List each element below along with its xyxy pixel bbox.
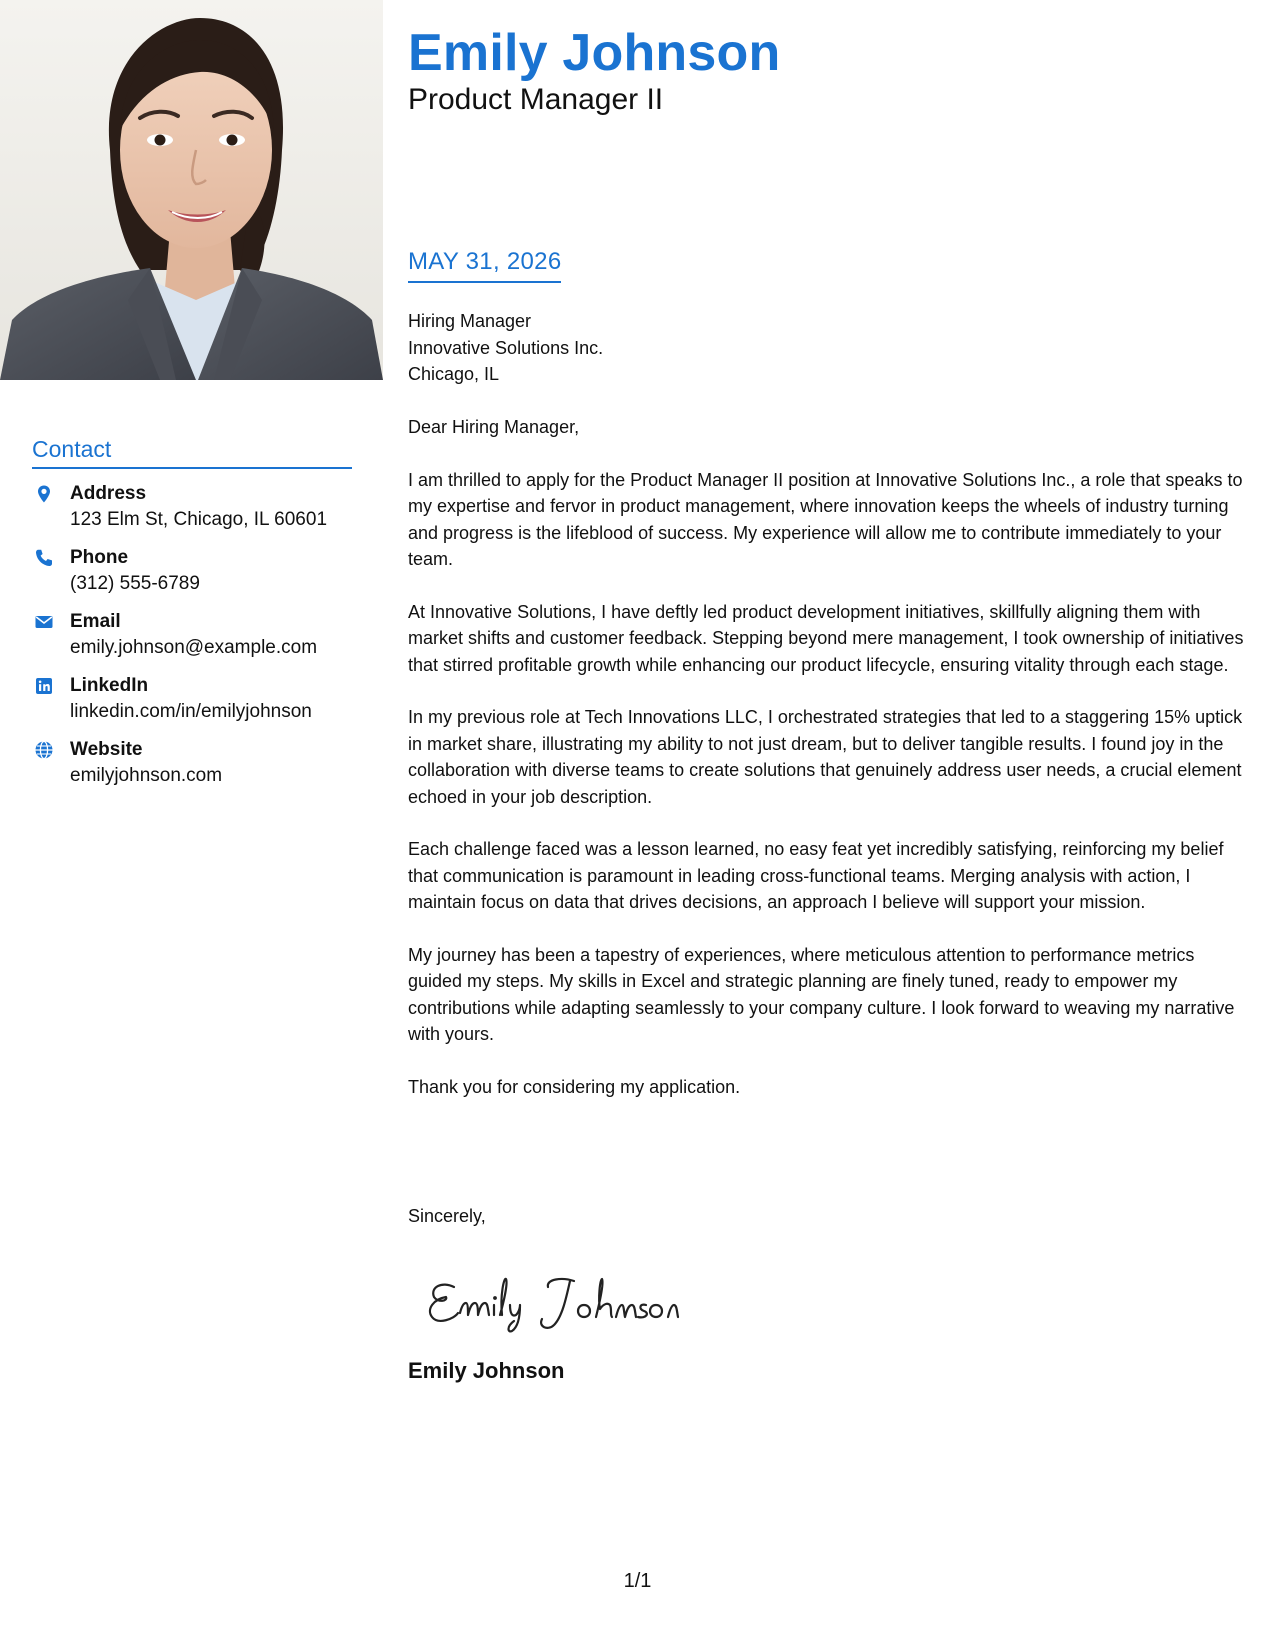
handwritten-signature	[424, 1265, 684, 1335]
letter-body	[408, 414, 1246, 1127]
location-pin-icon	[34, 484, 54, 504]
applicant-job-title: Product Manager II	[408, 83, 664, 116]
salutation: Dear Hiring Manager,	[408, 417, 580, 437]
applicant-name: Emily Johnson	[408, 24, 781, 82]
email-value: emily.johnson@example.com	[70, 637, 318, 658]
body-paragraph: I am thrilled to apply for the Product Manager II position at Innovative Solutions Inc., a role that speaks to my expertise and fervor in product management, where innovation keeps the wheels of industry turning and progress is the lifeblood of success. My experience will allow me to contribute immediately to your team.	[408, 469, 1243, 570]
recipient-block	[408, 308, 603, 388]
profile-photo	[0, 0, 383, 380]
contact-website	[32, 737, 352, 788]
contact-label: Website	[70, 739, 143, 760]
body-paragraph: In my previous role at Tech Innovations LLC, I orchestrated strategies that led to a staggering 15% uptick in market share, illustrating my ability to not just dream, but to deliver tangible results. I found joy in the collaboration with diverse teams to create solutions that genuinely address user needs, a crucial element echoed in your job description.	[408, 707, 1243, 807]
email-icon	[34, 612, 54, 632]
signed-name: Emily Johnson	[408, 1358, 565, 1383]
contact-label: Phone	[70, 547, 129, 568]
contact-heading: Contact	[32, 436, 352, 469]
contact-label: LinkedIn	[70, 675, 149, 696]
contact-linkedin	[32, 673, 352, 724]
letter-main	[408, 22, 1248, 1383]
contact-email	[32, 609, 352, 660]
linkedin-value: linkedin.com/in/emilyjohnson	[70, 701, 312, 722]
recipient-line: Chicago, IL	[408, 364, 500, 384]
address-value: 123 Elm St, Chicago, IL 60601	[70, 509, 328, 530]
page-number: 1/1	[623, 1570, 652, 1592]
linkedin-icon	[34, 676, 54, 696]
recipient-line: Innovative Solutions Inc.	[408, 337, 604, 358]
globe-icon	[34, 740, 54, 760]
thanks-line: Thank you for considering my application.	[408, 1077, 741, 1098]
contact-phone	[32, 545, 352, 596]
closing: Sincerely,	[408, 1206, 486, 1226]
website-value: emilyjohnson.com	[70, 765, 223, 786]
contact-label: Address	[70, 483, 147, 504]
phone-value: (312) 555-6789	[70, 573, 200, 594]
date-block	[408, 248, 561, 283]
phone-icon	[34, 548, 54, 568]
letter-date: MAY 31, 2026	[408, 248, 561, 283]
recipient-line: Hiring Manager	[408, 311, 532, 331]
contact-label: Email	[70, 611, 121, 632]
contact-address	[32, 481, 352, 532]
body-paragraph: My journey has been a tapestry of experiences, where meticulous attention to performance metrics guided my steps. My skills in Excel and strategic planning are finely tuned, ready to empower my contributions while adapting seamlessly to your company culture. I look forward to weaving my narrative with yours.	[408, 945, 1235, 1045]
body-paragraph: At Innovative Solutions, I have deftly led product development initiatives, skillfully aligning them with market shifts and customer feedback. Stepping beyond mere management, I took ownership of initiatives that stirred profitable growth while enhancing our product lifecycle, ensuring vitality through each stage.	[408, 601, 1244, 675]
contact-sidebar	[32, 436, 352, 801]
body-paragraph: Each challenge faced was a lesson learned, no easy feat yet incredibly satisfying, reinforcing my belief that communication is paramount in leading cross-functional teams. Merging analysis with action, I maintain focus on data that drives decisions, an approach I believe will support your mission.	[408, 839, 1224, 913]
